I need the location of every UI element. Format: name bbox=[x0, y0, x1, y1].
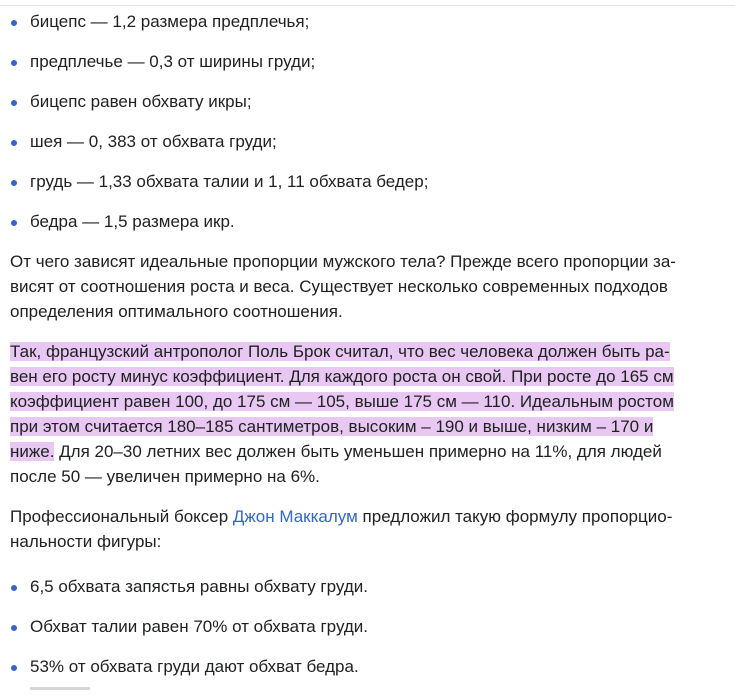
highlighted-text: вен его росту минус коэффициент. Для каждого роста он свой. При росте до 165 см bbox=[10, 367, 674, 386]
text-line: Профессиональный боксер bbox=[10, 507, 233, 526]
highlighted-text: коэффициент равен 100, до 175 см — 105, выше 175 см — 110. Идеальным ростом bbox=[10, 392, 674, 411]
text-line: после 50 — увеличен примерно на 6%. bbox=[10, 467, 320, 486]
list-item bbox=[10, 89, 715, 129]
list-item-text: бицепс — 1,2 размера предплечья; bbox=[30, 12, 310, 31]
list-item-text: предплечье — 0,3 от ширины груди; bbox=[30, 52, 316, 71]
bullet-icon bbox=[11, 20, 17, 26]
list-item-text: грудь — 1,33 обхвата талии и 1, 11 обхвата бедер; bbox=[30, 172, 429, 191]
list-item-text: шея — 0, 383 от обхвата груди; bbox=[30, 132, 277, 151]
paragraph-ideal-proportions bbox=[10, 249, 715, 324]
article-body bbox=[10, 9, 715, 694]
proportions-list bbox=[10, 9, 715, 249]
list-item bbox=[10, 614, 715, 654]
list-item bbox=[10, 209, 715, 249]
text-line: От чего зависят идеальные пропорции мужского тела? Прежде всего пропорции за- bbox=[10, 252, 676, 271]
list-item bbox=[10, 129, 715, 169]
text-line: висят от соотношения роста и веса. Существует несколько современных подходов bbox=[10, 277, 668, 296]
list-item-text: 6,5 обхвата запястья равны обхвату груди. bbox=[30, 577, 368, 596]
paragraph-broca-formula bbox=[10, 339, 715, 489]
mccallum-formula-list bbox=[10, 574, 715, 694]
bullet-icon bbox=[11, 60, 17, 66]
bullet-icon bbox=[11, 140, 17, 146]
text-line: Для 20–30 летних вес должен быть уменьшен примерно на 11%, для людей bbox=[54, 442, 662, 461]
text-line: определения оптимального соотношения. bbox=[10, 302, 343, 321]
bullet-icon bbox=[11, 625, 17, 631]
bullet-icon bbox=[11, 100, 17, 106]
list-item bbox=[10, 49, 715, 89]
john-mccallum-link[interactable]: Джон Маккалум bbox=[232, 507, 358, 526]
highlighted-text: Так, французский антрополог Поль Брок считал, что вес человека должен быть ра- bbox=[10, 342, 670, 361]
text-line: предложил такую формулу пропорцио- bbox=[357, 507, 673, 526]
list-item bbox=[10, 574, 715, 614]
top-divider bbox=[0, 5, 735, 6]
bullet-icon bbox=[11, 220, 17, 226]
highlighted-text: при этом считается 180–185 сантиметров, высоким – 190 и выше, низким – 170 и bbox=[10, 417, 654, 436]
text-line: нальности фигуры: bbox=[10, 532, 162, 551]
highlighted-text: ниже. bbox=[10, 442, 55, 461]
bullet-icon bbox=[11, 180, 17, 186]
list-item-text: бицепс равен обхвату икры; bbox=[30, 92, 252, 111]
paragraph-mccallum bbox=[10, 504, 715, 554]
list-item bbox=[10, 9, 715, 49]
cropped-text-fragment bbox=[30, 687, 90, 690]
list-item-text: бедра — 1,5 размера икр. bbox=[30, 212, 235, 231]
bullet-icon bbox=[11, 585, 17, 591]
list-item-text: 53% от обхвата груди дают обхват бедра. bbox=[30, 657, 359, 676]
list-item-text: Обхват талии равен 70% от обхвата груди. bbox=[30, 617, 369, 636]
list-item bbox=[10, 169, 715, 209]
bullet-icon bbox=[11, 665, 17, 671]
cropped-next-line bbox=[10, 684, 310, 695]
